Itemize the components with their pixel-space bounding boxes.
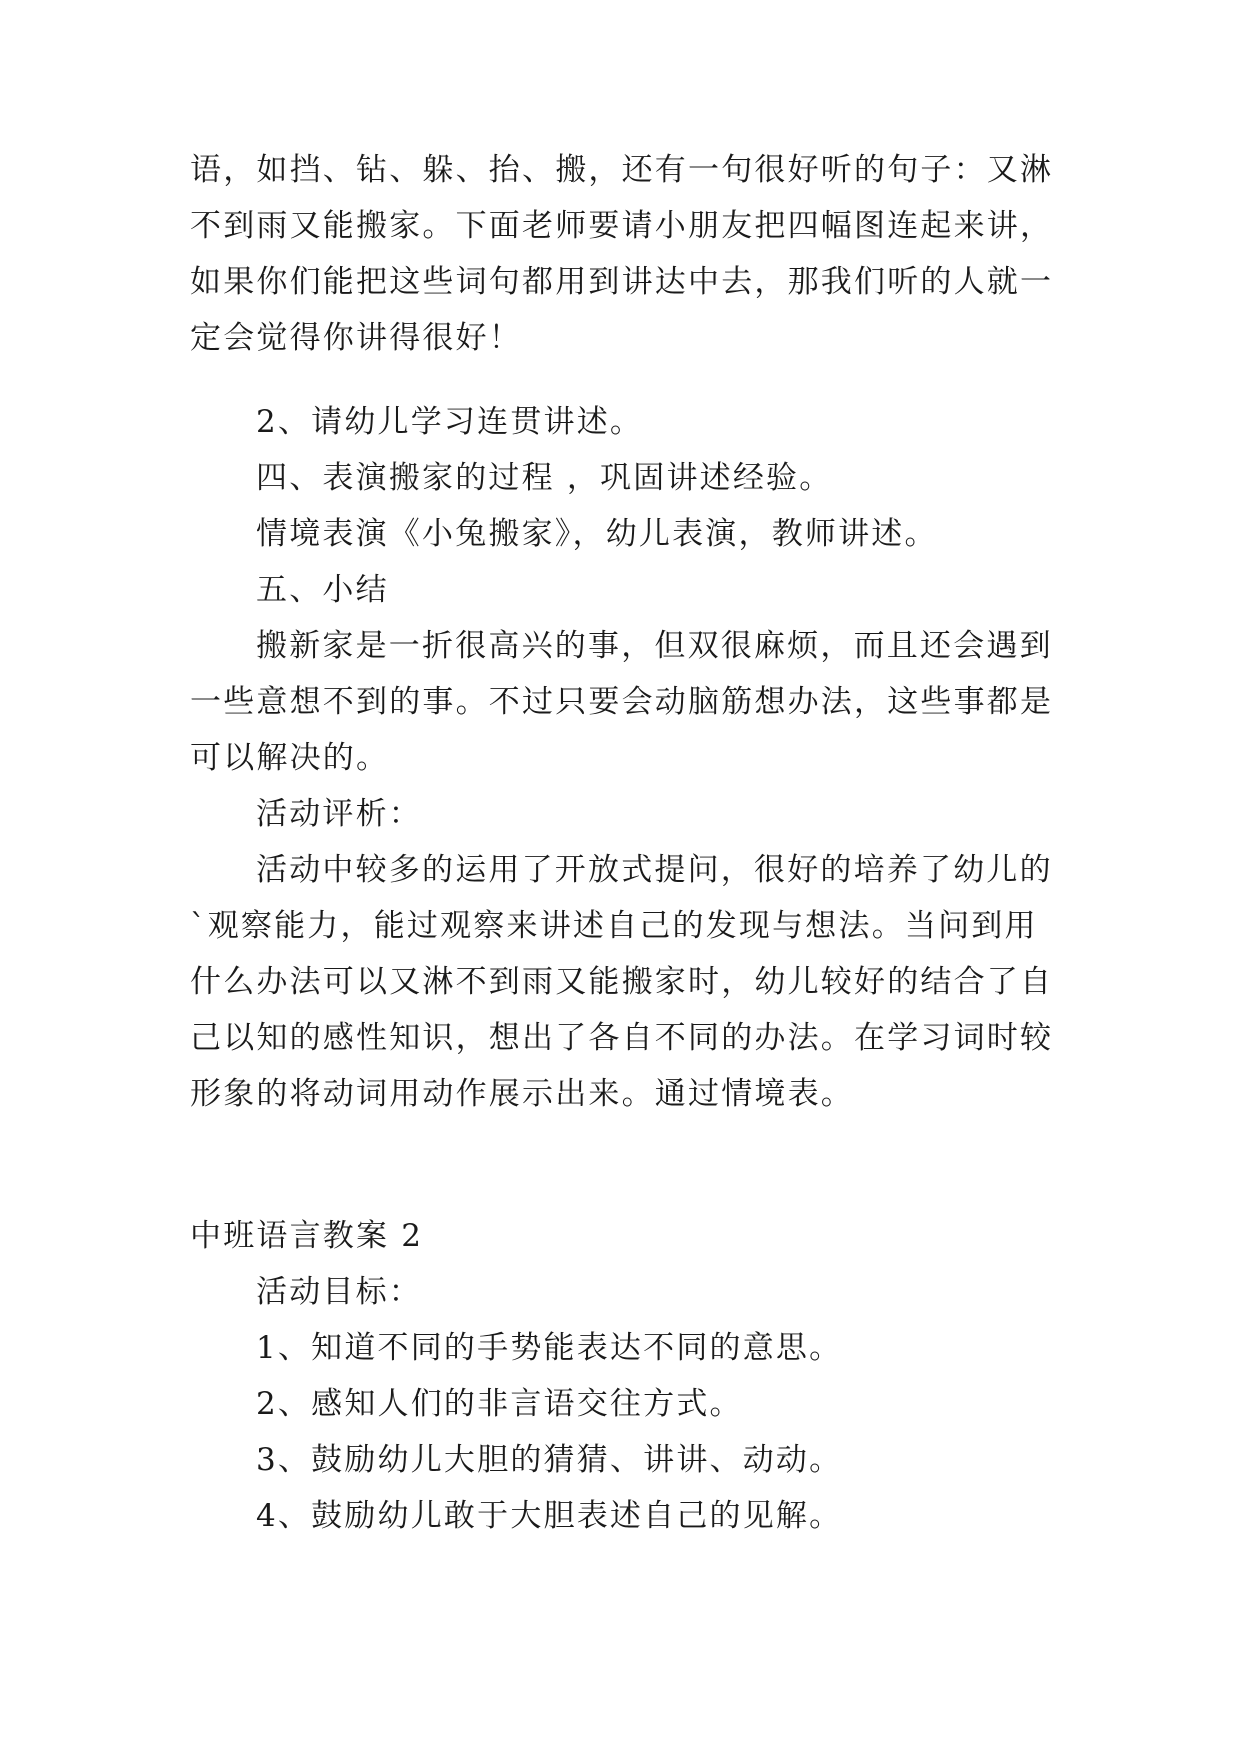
goal-item: 4、鼓励幼儿敢于大胆表述自己的见解。 — [256, 1498, 843, 1534]
paragraph-line: 己以知的感性知识，想出了各自不同的办法。在学习词时较 — [190, 1020, 1054, 1056]
analysis-section — [190, 786, 1070, 1122]
paragraph-line: 什么办法可以又淋不到雨又能搬家时，幼儿较好的结合了自 — [190, 964, 1054, 1000]
paragraph-line: `观察能力，能过观察来讲述自己的发现与想法。当问到用 — [190, 908, 1038, 944]
lesson1-steps — [190, 394, 1070, 618]
paragraph-line: 搬新家是一折很高兴的事，但双很麻烦，而且还会遇到 — [256, 628, 1053, 664]
analysis-heading: 活动评析： — [256, 796, 422, 832]
paragraph-line: 不到雨又能搬家。下面老师要请小朋友把四幅图连起来讲， — [190, 208, 1054, 244]
lesson1-continued-paragraph — [190, 142, 1070, 366]
paragraph-line: 一些意想不到的事。不过只要会动脑筋想办法，这些事都是 — [190, 684, 1054, 720]
summary-paragraph — [190, 618, 1070, 786]
lesson-2-title: 中班语言教案 2 — [190, 1218, 424, 1254]
section-4-text: 情境表演《小兔搬家》，幼儿表演，教师讲述。 — [256, 516, 938, 552]
goal-item: 1、知道不同的手势能表达不同的意思。 — [256, 1330, 843, 1366]
paragraph-line: 形象的将动词用动作展示出来。通过情境表。 — [190, 1076, 854, 1112]
lesson2-section — [190, 1208, 1070, 1544]
paragraph-line: 可以解决的。 — [190, 740, 390, 776]
goals-heading: 活动目标： — [256, 1274, 422, 1310]
section-4-heading: 四、表演搬家的过程 ，巩固讲述经验。 — [256, 460, 833, 496]
section-5-heading: 五、小结 — [256, 572, 389, 608]
step-2-text: 2、请幼儿学习连贯讲述。 — [256, 404, 644, 440]
paragraph-line: 如果你们能把这些词句都用到讲达中去，那我们听的人就一 — [190, 264, 1054, 300]
paragraph-line: 语，如挡、钻、躲、抬、搬，还有一句很好听的句子：又淋 — [190, 152, 1054, 188]
paragraph-line: 活动中较多的运用了开放式提问，很好的培养了幼儿的 — [256, 852, 1053, 888]
goal-item: 3、鼓励幼儿大胆的猜猜、讲讲、动动。 — [256, 1442, 843, 1478]
goal-item: 2、感知人们的非言语交往方式。 — [256, 1386, 743, 1422]
paragraph-line: 定会觉得你讲得很好！ — [190, 320, 522, 356]
